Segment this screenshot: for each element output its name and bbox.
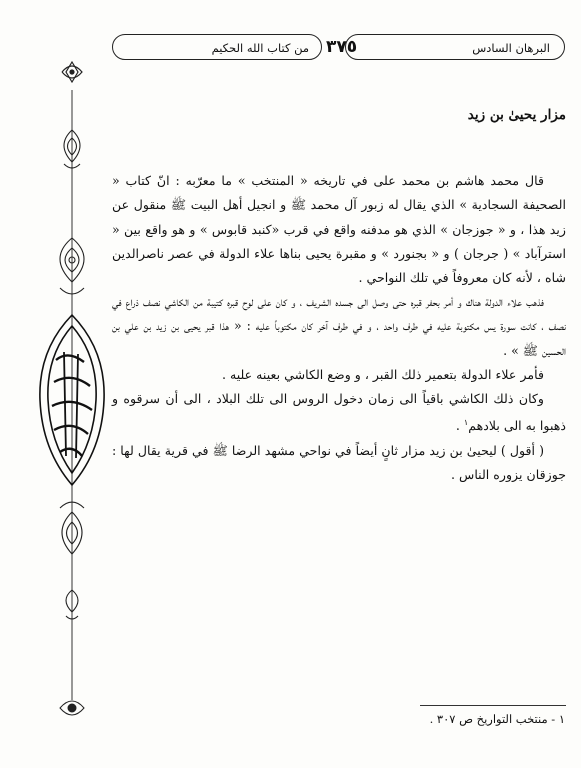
- page-number: ٣٧٥: [326, 37, 358, 57]
- paragraph: فأمر علاء الدولة بتعمير ذلك القبر ، و وضع الكاشي بعينه عليه .: [221, 366, 544, 382]
- footnote-divider: [420, 705, 566, 706]
- fleuron-icon: [62, 62, 82, 82]
- footnote-marker: ١: [463, 418, 469, 428]
- running-title: البرهان السادس: [345, 34, 565, 60]
- fleuron-icon: [60, 701, 84, 715]
- paragraph: قال محمد هاشم بن محمد على في تاريخه « المنتخب » ما معرّبه : انّ كتاب « الصحيفة السجادية » الذي يقال له زبور آل محمد ﷺ و انجيل أهل البيت ﷺ منقول عن زيد هذا ، و « جوزجان » الذي هو مدفنه واقع في قرب «كنبد قابوس » و هو واقع بين « استرآباد » ( جرجان ) و « بجنورد » و مقبرة يحيى بناها علاء الدولة في عصر ناصرالدين شاه ، لأنه كان معروفاً في تلك النواحي .: [112, 173, 566, 286]
- book-title: من كتاب الله الحكيم: [112, 34, 322, 60]
- ornamental-border: [38, 60, 106, 740]
- paragraph-with-footnote: وكان ذلك الكاشي باقياً الى زمان دخول الروس الى تلك البلاد ، الى أن سرقوه و ذهبوا به الى بلادهم$^١$ .: [112, 391, 566, 434]
- section-title: مزار يحيىٰ بن زيد: [467, 107, 566, 123]
- footnote: ١ - منتخب التواريخ ص ٣٠٧ .: [429, 712, 565, 726]
- paragraph: فذهب علاء الدولة هناك و أمر بحفر قبره حتى وصل الى جسده الشريف ، و كان على لوح قبره كتيبة من الكاشي نصف ذراع في نصف ، كانت سورة يس مكتوبة عليه في طرف واحد ، و في طرف آخر كان مكتوباً عليه : « هذا قبر يحيى بن زيد بن علي بن الحسين ﷺ » .: [112, 294, 566, 358]
- paragraph: ( أقول ) ليحيىٰ بن زيد مزار ثانٍ أيضاً في نواحي مشهد الرضا ﷺ في قرية يقال لها : جوزقان يزوره الناس .: [112, 442, 566, 482]
- page-header: [112, 34, 565, 62]
- paragraph-text: وكان ذلك الكاشي باقياً الى زمان دخول الروس الى تلك البلاد ، الى أن سرقوه و ذهبوا به الى بلادهم: [112, 391, 566, 434]
- main-text: [112, 103, 566, 487]
